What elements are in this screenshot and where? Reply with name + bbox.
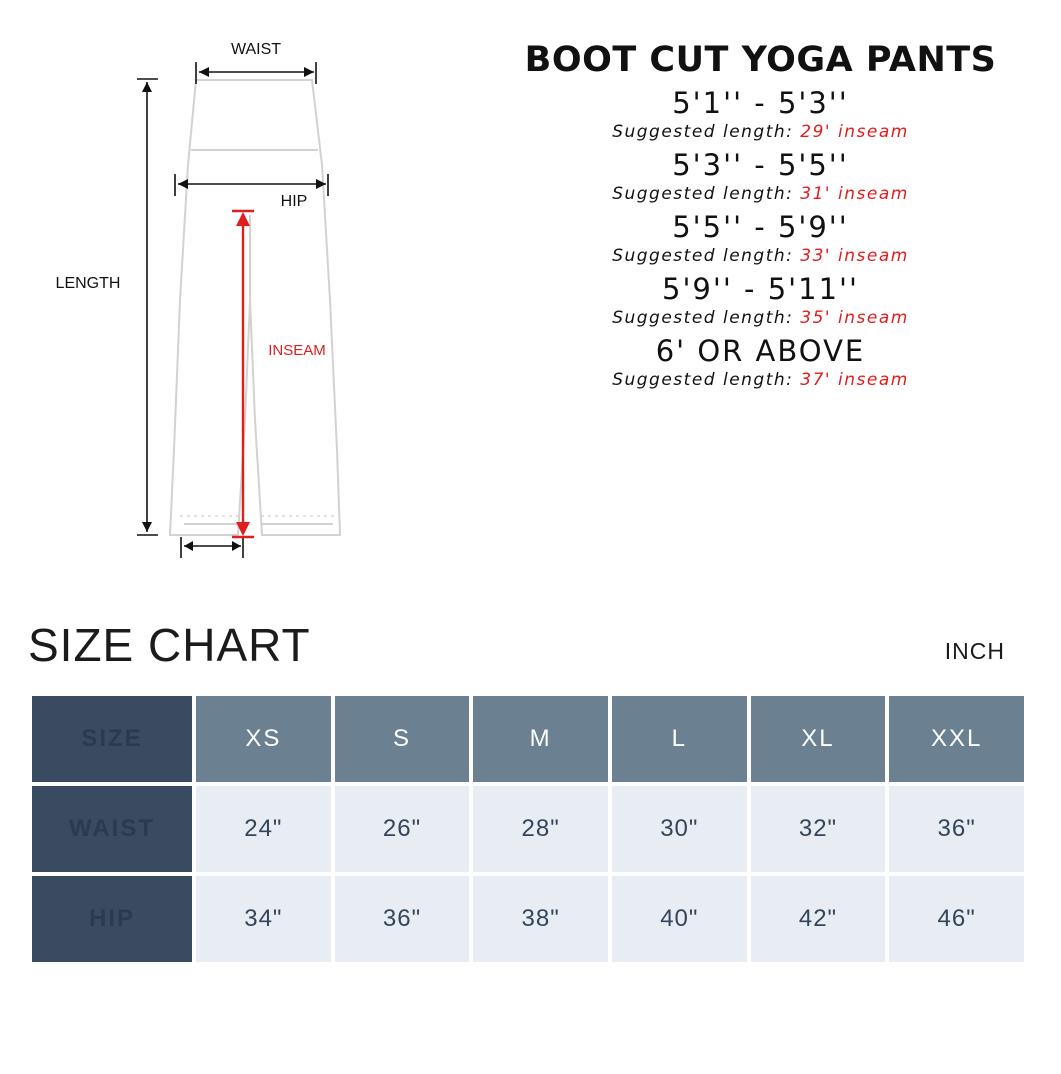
hip-xxl: 46" bbox=[889, 876, 1024, 962]
header-col-m: M bbox=[473, 696, 608, 782]
height-range: 5'5'' - 5'9'' bbox=[672, 210, 849, 244]
header-col-s: S bbox=[335, 696, 470, 782]
guide-title: BOOT CUT YOGA PANTS bbox=[524, 40, 997, 80]
suggested-value: 31' inseam bbox=[800, 184, 909, 204]
size-chart-unit: INCH bbox=[944, 638, 1005, 664]
suggested-value: 33' inseam bbox=[800, 246, 909, 266]
suggested-label: Suggested length: bbox=[612, 308, 794, 328]
waist-xl: 32" bbox=[751, 786, 886, 872]
length-label: LENGTH bbox=[55, 275, 121, 292]
waist-m: 28" bbox=[473, 786, 608, 872]
size-chart-table bbox=[28, 692, 1028, 966]
waist-s: 26" bbox=[335, 786, 470, 872]
header-col-l: L bbox=[612, 696, 747, 782]
suggested-length bbox=[460, 122, 1061, 142]
hip-xs: 34" bbox=[196, 876, 331, 962]
size-guide-panel bbox=[460, 40, 1061, 396]
size-chart-title: SIZE CHART bbox=[28, 619, 311, 671]
suggested-label: Suggested length: bbox=[612, 122, 794, 142]
header-col-xl: XL bbox=[751, 696, 886, 782]
suggested-label: Suggested length: bbox=[612, 370, 794, 390]
table-row bbox=[32, 876, 1024, 962]
height-range: 5'9'' - 5'11'' bbox=[662, 272, 859, 306]
suggested-label: Suggested length: bbox=[612, 184, 794, 204]
pants-diagram bbox=[0, 0, 460, 600]
suggested-value: 29' inseam bbox=[800, 122, 909, 142]
hip-label: HIP bbox=[280, 193, 308, 210]
row-label-waist: WAIST bbox=[32, 786, 192, 872]
table-row bbox=[32, 786, 1024, 872]
suggested-value: 37' inseam bbox=[800, 370, 909, 390]
suggested-value: 35' inseam bbox=[800, 308, 909, 328]
suggested-length bbox=[460, 246, 1061, 266]
inseam-label: INSEAM bbox=[268, 342, 326, 359]
suggested-length bbox=[460, 308, 1061, 328]
hip-s: 36" bbox=[335, 876, 470, 962]
waist-xs: 24" bbox=[196, 786, 331, 872]
hip-l: 40" bbox=[612, 876, 747, 962]
hip-xl: 42" bbox=[751, 876, 886, 962]
waist-l: 30" bbox=[612, 786, 747, 872]
hip-m: 38" bbox=[473, 876, 608, 962]
height-range: 5'1'' - 5'3'' bbox=[672, 86, 849, 120]
suggested-length bbox=[460, 184, 1061, 204]
height-range: 6' OR ABOVE bbox=[655, 334, 866, 368]
waist-label: WAIST bbox=[230, 41, 282, 58]
table-header-row bbox=[32, 696, 1024, 782]
suggested-length bbox=[460, 370, 1061, 390]
waist-xxl: 36" bbox=[889, 786, 1024, 872]
size-chart-section bbox=[0, 600, 1061, 1074]
header-col-xxl: XXL bbox=[889, 696, 1024, 782]
height-range: 5'3'' - 5'5'' bbox=[672, 148, 849, 182]
size-chart-header bbox=[0, 600, 1061, 692]
row-label-hip: HIP bbox=[32, 876, 192, 962]
header-col-xs: XS bbox=[196, 696, 331, 782]
header-size: SIZE bbox=[32, 696, 192, 782]
suggested-label: Suggested length: bbox=[612, 246, 794, 266]
